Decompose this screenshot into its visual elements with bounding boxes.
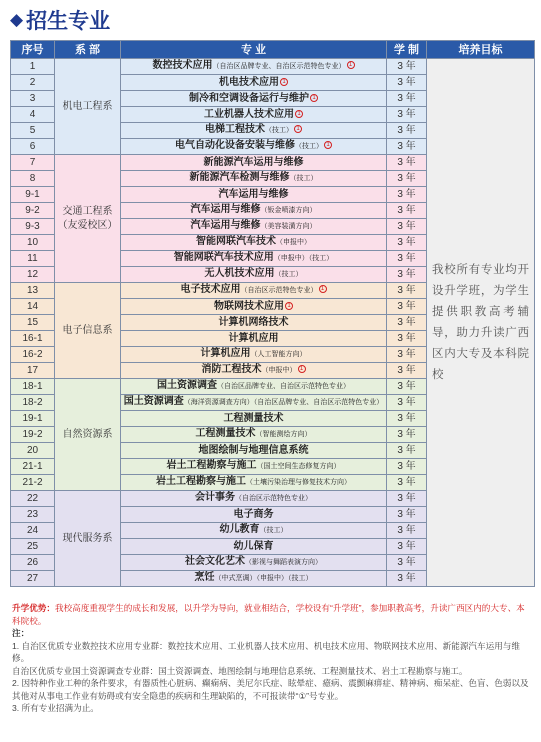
special-work-mark-icon: 1 <box>347 61 355 69</box>
major-cell <box>121 523 387 539</box>
years-cell: 3 年 <box>387 539 427 555</box>
major-name: 汽车运用与维修 <box>218 188 289 200</box>
table-row <box>11 59 535 75</box>
major-name: 机电技术应用 <box>219 76 279 88</box>
row-number: 7 <box>11 155 55 171</box>
years-cell: 3 年 <box>387 299 427 315</box>
years-cell: 3 年 <box>387 491 427 507</box>
row-number: 8 <box>11 171 55 187</box>
major-cell <box>121 491 387 507</box>
major-cell <box>121 123 387 139</box>
major-note: （技工） <box>265 127 293 134</box>
major-name: 国土资源调查 <box>157 380 217 391</box>
row-number: 17 <box>11 363 55 379</box>
years-cell: 3 年 <box>387 395 427 411</box>
note-line-1: 1. 自治区优质专业数控技术应用专业群：数控技术应用、工业机器人技术应用、机电技术应用、物联网技术应用、新能源汽车运用与维修。 <box>12 640 520 663</box>
major-name: 无人机技术应用 <box>204 268 275 279</box>
special-work-mark-icon: 1 <box>280 78 288 86</box>
years-cell: 3 年 <box>387 155 427 171</box>
major-name: 汽车运用与维修 <box>190 220 261 231</box>
years-cell: 3 年 <box>387 331 427 347</box>
row-number: 27 <box>11 571 55 587</box>
major-note: （美容装潢方向） <box>260 223 317 230</box>
major-name: 汽车运用与维修 <box>190 204 261 215</box>
majors-table <box>10 40 535 587</box>
advantage-text: 我校高度重视学生的成长和发展，以升学为导向，就业相结合，学校设有“升学班”，参加职教高考，升读广西区内的大专、本科院校。 <box>12 603 525 626</box>
years-cell: 3 年 <box>387 443 427 459</box>
row-number: 20 <box>11 443 55 459</box>
row-number: 16-1 <box>11 331 55 347</box>
header-goal: 培养目标 <box>427 41 535 59</box>
major-note: （技工） <box>259 527 288 534</box>
years-cell: 3 年 <box>387 555 427 571</box>
major-cell <box>121 571 387 587</box>
major-name: 电子商务 <box>233 508 274 520</box>
major-cell <box>121 59 387 75</box>
major-note: （自治区示范特色专业） <box>235 495 312 502</box>
years-cell: 3 年 <box>387 59 427 75</box>
major-name: 新能源汽车检测与维修 <box>189 172 290 183</box>
major-name: 制冷和空调设备运行与维护 <box>189 92 309 104</box>
row-number: 21-2 <box>11 475 55 491</box>
years-cell: 3 年 <box>387 379 427 395</box>
row-number: 9-3 <box>11 219 55 235</box>
major-name: 工程测量技术 <box>195 428 256 439</box>
major-note: （中式烹调）（申报中）（技工） <box>214 575 313 582</box>
years-cell: 3 年 <box>387 123 427 139</box>
years-cell: 3 年 <box>387 251 427 267</box>
major-note: （海洋资源调查方向）（自治区品牌专业、自治区示范特色专业） <box>183 399 384 406</box>
major-name: 新能源汽车运用与维修 <box>203 156 304 168</box>
row-number: 1 <box>11 59 55 75</box>
major-cell <box>121 139 387 155</box>
row-number: 9-2 <box>11 203 55 219</box>
major-cell <box>121 427 387 443</box>
major-name: 烹饪 <box>194 572 215 583</box>
row-number: 21-1 <box>11 459 55 475</box>
major-cell <box>121 187 387 203</box>
row-number: 13 <box>11 283 55 299</box>
note-label: 注： <box>12 628 30 638</box>
special-work-mark-icon: 1 <box>285 302 293 310</box>
years-cell: 3 年 <box>387 139 427 155</box>
note-line-2: 2. 因特种作业工种的条件要求，有器质性心脏病、癫痫病、美尼尔氏症、眩晕症、癔病、震颤麻痹症、精神病、痴呆症、色盲、色弱以及其他对从事电工作业有妨碍或有安全隐患的疾病和生理缺陷的，不可报读带“①”号专业。 <box>12 678 529 701</box>
years-cell: 3 年 <box>387 219 427 235</box>
years-cell: 3 年 <box>387 203 427 219</box>
major-cell <box>121 235 387 251</box>
major-cell <box>121 555 387 571</box>
diamond-bullet-icon: ◆ <box>10 10 24 29</box>
row-number: 25 <box>11 539 55 555</box>
note-line-1b: 自治区优质专业国土资源调查专业群：国土资源调查、地图绘制与地理信息系统、工程测量技术、岩土工程勘察与施工。 <box>12 665 468 676</box>
major-name: 电子技术应用 <box>180 284 241 295</box>
header-no: 序号 <box>11 41 55 59</box>
row-number: 2 <box>11 75 55 91</box>
major-name: 会计事务 <box>195 492 235 503</box>
years-cell: 3 年 <box>387 267 427 283</box>
years-cell: 3 年 <box>387 523 427 539</box>
major-name: 工程测量技术 <box>223 412 284 424</box>
row-number: 4 <box>11 107 55 123</box>
major-cell <box>121 443 387 459</box>
major-name: 数控技术应用 <box>152 60 213 71</box>
special-work-mark-icon: 1 <box>294 125 302 133</box>
major-cell <box>121 299 387 315</box>
department-name: 交通工程系（友爱校区） <box>55 155 121 283</box>
notes-section <box>12 602 532 715</box>
major-name: 国土资源调查 <box>123 396 184 407</box>
row-number: 22 <box>11 491 55 507</box>
major-cell <box>121 507 387 523</box>
row-number: 15 <box>11 315 55 331</box>
major-note: （申报中） <box>276 239 311 246</box>
years-cell: 3 年 <box>387 91 427 107</box>
major-cell <box>121 107 387 123</box>
major-name: 消防工程技术 <box>201 364 262 375</box>
row-number: 19-1 <box>11 411 55 427</box>
major-cell <box>121 267 387 283</box>
years-cell: 3 年 <box>387 411 427 427</box>
row-number: 12 <box>11 267 55 283</box>
years-cell: 3 年 <box>387 347 427 363</box>
row-number: 23 <box>11 507 55 523</box>
years-cell: 3 年 <box>387 171 427 187</box>
header-dept: 系 部 <box>55 41 121 59</box>
row-number: 18-1 <box>11 379 55 395</box>
years-cell: 3 年 <box>387 187 427 203</box>
page-title-text: 招生专业 <box>26 10 111 33</box>
years-cell: 3 年 <box>387 459 427 475</box>
major-name: 计算机网络技术 <box>218 316 289 328</box>
major-cell <box>121 315 387 331</box>
major-name: 电气自动化设备安装与维修 <box>175 140 295 151</box>
major-cell <box>121 539 387 555</box>
major-cell <box>121 283 387 299</box>
row-number: 5 <box>11 123 55 139</box>
major-name: 电梯工程技术 <box>205 124 265 135</box>
table-body <box>11 59 535 587</box>
major-note: （技工） <box>289 175 318 182</box>
header-years: 学 制 <box>387 41 427 59</box>
major-cell <box>121 251 387 267</box>
row-number: 11 <box>11 251 55 267</box>
major-name: 智能网联汽车技术 <box>196 236 276 247</box>
major-cell <box>121 75 387 91</box>
row-number: 10 <box>11 235 55 251</box>
major-name: 岩土工程勘察与施工 <box>156 476 246 487</box>
row-number: 14 <box>11 299 55 315</box>
department-name: 电子信息系 <box>55 283 121 379</box>
major-note: （申报中） <box>261 367 297 374</box>
years-cell: 3 年 <box>387 235 427 251</box>
row-number: 9-1 <box>11 187 55 203</box>
years-cell: 3 年 <box>387 283 427 299</box>
note-line-3: 3. 所有专业招满为止。 <box>12 703 99 713</box>
advantage-label: 升学优势： <box>12 603 55 613</box>
years-cell: 3 年 <box>387 571 427 587</box>
major-name: 幼儿保育 <box>233 540 274 552</box>
major-cell <box>121 379 387 395</box>
table-header-row <box>11 41 535 59</box>
major-note: （国土空间生态修复方向） <box>256 463 341 470</box>
major-cell <box>121 395 387 411</box>
department-name: 自然资源系 <box>55 379 121 491</box>
years-cell: 3 年 <box>387 107 427 123</box>
major-cell <box>121 411 387 427</box>
major-note: （技工） <box>274 271 303 278</box>
years-cell: 3 年 <box>387 363 427 379</box>
special-work-mark-icon: 1 <box>298 365 306 373</box>
major-name: 岩土工程勘察与施工 <box>166 460 257 471</box>
major-name: 社会文化艺术 <box>185 556 245 567</box>
years-cell: 3 年 <box>387 315 427 331</box>
major-name: 幼儿教育 <box>219 524 260 535</box>
major-cell <box>121 347 387 363</box>
major-note: （智能测绘方向） <box>255 431 312 438</box>
major-note: （影视与舞蹈表演方向） <box>245 559 322 566</box>
advantage-paragraph <box>12 602 532 627</box>
major-name: 地图绘制与地理信息系统 <box>198 444 309 456</box>
major-note: （自治区示范特色专业） <box>240 287 318 294</box>
row-number: 6 <box>11 139 55 155</box>
goal-cell: 我校所有专业均开设升学班，为学生提供职教高考辅导，助力升读广西区内大专及本科院校 <box>427 59 535 587</box>
department-name: 现代服务系 <box>55 491 121 587</box>
major-cell <box>121 363 387 379</box>
special-work-mark-icon: 1 <box>319 285 327 293</box>
special-work-mark-icon: 1 <box>295 110 303 118</box>
header-major: 专 业 <box>121 41 387 59</box>
major-cell <box>121 91 387 107</box>
special-work-mark-icon: 1 <box>324 141 332 149</box>
row-number: 16-2 <box>11 347 55 363</box>
major-cell <box>121 219 387 235</box>
major-name: 计算机应用 <box>200 348 251 359</box>
major-name: 工业机器人技术应用 <box>204 108 294 120</box>
years-cell: 3 年 <box>387 475 427 491</box>
major-note: （钣金喷漆方向） <box>260 207 317 214</box>
special-work-mark-icon: 1 <box>310 94 318 102</box>
page-title <box>10 6 110 34</box>
years-cell: 3 年 <box>387 75 427 91</box>
row-number: 26 <box>11 555 55 571</box>
years-cell: 3 年 <box>387 427 427 443</box>
major-cell <box>121 331 387 347</box>
department-name: 机电工程系 <box>55 59 121 155</box>
major-name: 计算机应用 <box>228 332 279 344</box>
major-note: （自治区品牌专业、自治区示范特色专业） <box>217 383 350 390</box>
row-number: 19-2 <box>11 427 55 443</box>
major-cell <box>121 155 387 171</box>
years-cell: 3 年 <box>387 507 427 523</box>
major-note: （自治区品牌专业、自治区示范特色专业） <box>212 63 346 70</box>
row-number: 18-2 <box>11 395 55 411</box>
row-number: 24 <box>11 523 55 539</box>
major-cell <box>121 475 387 491</box>
major-note: （土壤污染治理与修复技术方向） <box>246 479 351 486</box>
major-name: 物联网技术应用 <box>214 300 284 312</box>
major-cell <box>121 203 387 219</box>
major-cell <box>121 459 387 475</box>
major-name: 智能网联汽车技术应用 <box>173 252 274 263</box>
major-note: （技工） <box>295 143 323 150</box>
row-number: 3 <box>11 91 55 107</box>
major-note: （人工智能方向） <box>250 351 307 358</box>
major-note: （申报中）（技工） <box>273 255 334 262</box>
major-cell <box>121 171 387 187</box>
majors-table-wrapper <box>10 40 529 587</box>
